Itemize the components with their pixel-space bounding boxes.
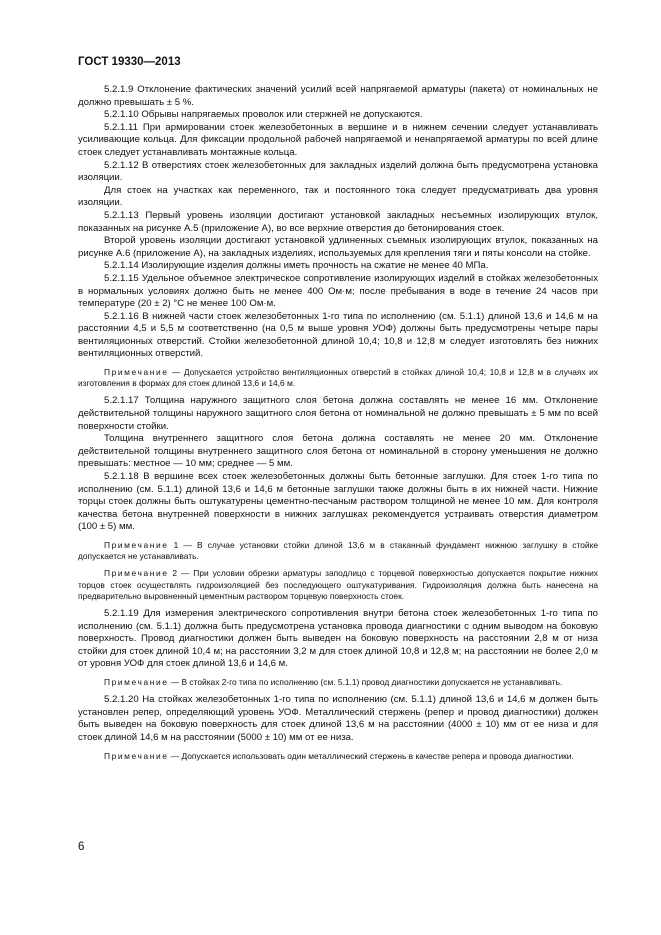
paragraph-inner-layer: Толщина внутреннего защитного слоя бетона должна составлять не менее 20 мм. Отклонение действительной толщины внутреннего защитного слоя бетона от номинальной в сторону уменьшения не должно превышать: местное — 10 мм; среднее — 5 мм. [78, 433, 598, 470]
paragraph-5-2-1-20: 5.2.1.20 На стойках железобетонных 1-го типа по исполнению (см. 5.1.1) длиной 13,6 и 14,6 м должен быть установлен репер, определяющий уровень УОФ. Металлический стержень (репер и провод диагностики) должен быть выведен на боковую поверхность для стоек длиной 13,6 м на расстоянии (4000 ± 10) мм от ее низа и для стоек длиной 14,6 м на расстоянии (5000 ± 10) мм от ее низа. [78, 694, 598, 743]
note-2-waterproofing [78, 568, 598, 602]
note-label: Примечание [104, 367, 169, 378]
paragraph-5-2-1-10: 5.2.1.10 Обрывы напрягаемых проволок или стержней не допускаются. [104, 109, 423, 121]
note-label: Примечание [104, 676, 169, 687]
paragraph-isolation-levels: Для стоек на участках как переменного, так и постоянного тока следует предусматривать два уровня изоляции. [78, 184, 598, 209]
paragraph-second-level: Второй уровень изоляции достигают установкой удлиненных съемных изолирующих втулок, показанных на рисунке А.6 (приложение А), на закладных изделиях, используемых для крепления тяги и пяты консоли на стойке. [78, 235, 598, 259]
note-label: Примечание [104, 568, 169, 579]
paragraph-5-2-1-12: 5.2.1.12 В отверстиях стоек железобетонных для закладных изделий должна быть предусмотрена установка изоляции. [78, 159, 598, 184]
note-text: — Допускается устройство вентиляционных отверстий в стойках длиной 10,4; 10,8 и 12,8 м в случаях их изготовления в формах для стоек длиной 13,6 и 14,6 м. [78, 367, 598, 389]
paragraph-5-2-1-16: 5.2.1.16 В нижней части стоек железобетонных 1-го типа по исполнению (см. 5.1.1) длиной 13,6 и 14,6 м на расстоянии 4,5 и 5,5 м соответственно (на 0,5 м выше уровня УОФ) должны быть предусмотрены четыре пары вентиляционных отверстий. Стойки железобетонной длиной 10,4; 10,8 и 12,8 м следует изготовлять без нижних вентиляционных отверстий. [78, 310, 598, 360]
note-text: — Допускается использовать один металлический стержень в качестве репера и провода диагностики. [168, 750, 574, 761]
document-header: ГОСТ 19330—2013 [78, 56, 181, 68]
page-number: 6 [78, 841, 85, 853]
paragraph-5-2-1-19: 5.2.1.19 Для измерения электрического сопротивления внутри бетона стоек железобетонных 1-го типа по исполнению (см. 5.1.1) должна быть предусмотрена установка провода диагностики с одним выводом на боковую поверхность. Провод диагностики должен быть выведен на боковую поверхность на расстоянии 2,8 м от низа стойки для стоек длиной 10,4 м; на расстоянии 3,2 м для стоек длиной 10,8 и 12,8 м; на расстоянии не более 2,0 м от уровня УОФ для стоек длиной 13,6 и 14,6 м. [78, 608, 598, 670]
note-text: 1 — В случае установки стойки длиной 13,6 м в стаканный фундамент нижнюю заглушку в стойке допускается не устанавливать. [78, 540, 598, 562]
paragraph-5-2-1-11: 5.2.1.11 При армировании стоек железобетонных в вершине и в нижнем сечении следует устанавливать усиливающие кольца. Для фиксации продольной рабочей напрягаемой и ненапрягаемой арматуры по всей длине стоек следует устанавливать монтажные кольца. [78, 121, 598, 158]
note-label: Примечание [104, 540, 169, 550]
paragraph-5-2-1-13: 5.2.1.13 Первый уровень изоляции достигают установкой закладных несъемных изолирующих втулок, показанных на рисунке А.5 (приложение А), во все верхние отверстия до бетонирования стоек. [78, 209, 598, 234]
paragraph-5-2-1-14: 5.2.1.14 Изолирующие изделия должны иметь прочность на сжатие не менее 40 МПа. [104, 260, 489, 272]
note-single-rod [78, 751, 598, 762]
note-text: — В стойках 2-го типа по исполнению (см. 5.1.1) провод диагностики допускается не устанавливать. [168, 676, 563, 687]
paragraph-5-2-1-18: 5.2.1.18 В вершине всех стоек железобетонных должны быть бетонные заглушки. Для стоек 1-го типа по исполнению (см. 5.1.1) длиной 13,6 и 14,6 м бетонные заглушки также должны быть в их нижней части. Нижние торцы стоек должны быть оштукатурены цементно-песчаным раствором толщиной не менее 10 мм. Для контроля качества бетона внутренней поверхности в нижних заглушках рекомендуется устраивать отверстия диаметром (100 ± 5) мм. [78, 471, 598, 533]
paragraph-5-2-1-15: 5.2.1.15 Удельное объемное электрическое сопротивление изолирующих изделий в стойках железобетонных в нормальных условиях должно быть не менее 400 Ом·м; после пребывания в воде в течение 24 часов при температуре (20 ± 2) °С не менее 100 Ом·м. [78, 272, 598, 310]
document-body [78, 84, 598, 768]
note-label: Примечание [104, 750, 169, 761]
note-1-plug [78, 540, 598, 562]
note-ventilation [78, 367, 598, 389]
paragraph-5-2-1-17: 5.2.1.17 Толщина наружного защитного слоя бетона должна составлять не менее 16 мм. Отклонение действительной толщины наружного защитного слоя бетона от номинальной не должно превышать ± 5 мм по всей поверхности стойки. [78, 395, 598, 432]
paragraph-5-2-1-9: 5.2.1.9 Отклонение фактических значений усилий всей напрягаемой арматуры (пакета) от номинальных не должно превышать ± 5 %. [78, 84, 598, 108]
note-text: 2 — При условии обрезки арматуры заподлицо с торцевой поверхностью допускается покрытие нижних торцов стоек осуществлять гидроизоляцией без последующего оштукатуривания. Гидроизоляция должна быть нанесена на предварительно выровненный цементным раствором торцевую поверхность стоек. [78, 568, 598, 601]
note-diagnostic-wire [78, 677, 598, 688]
